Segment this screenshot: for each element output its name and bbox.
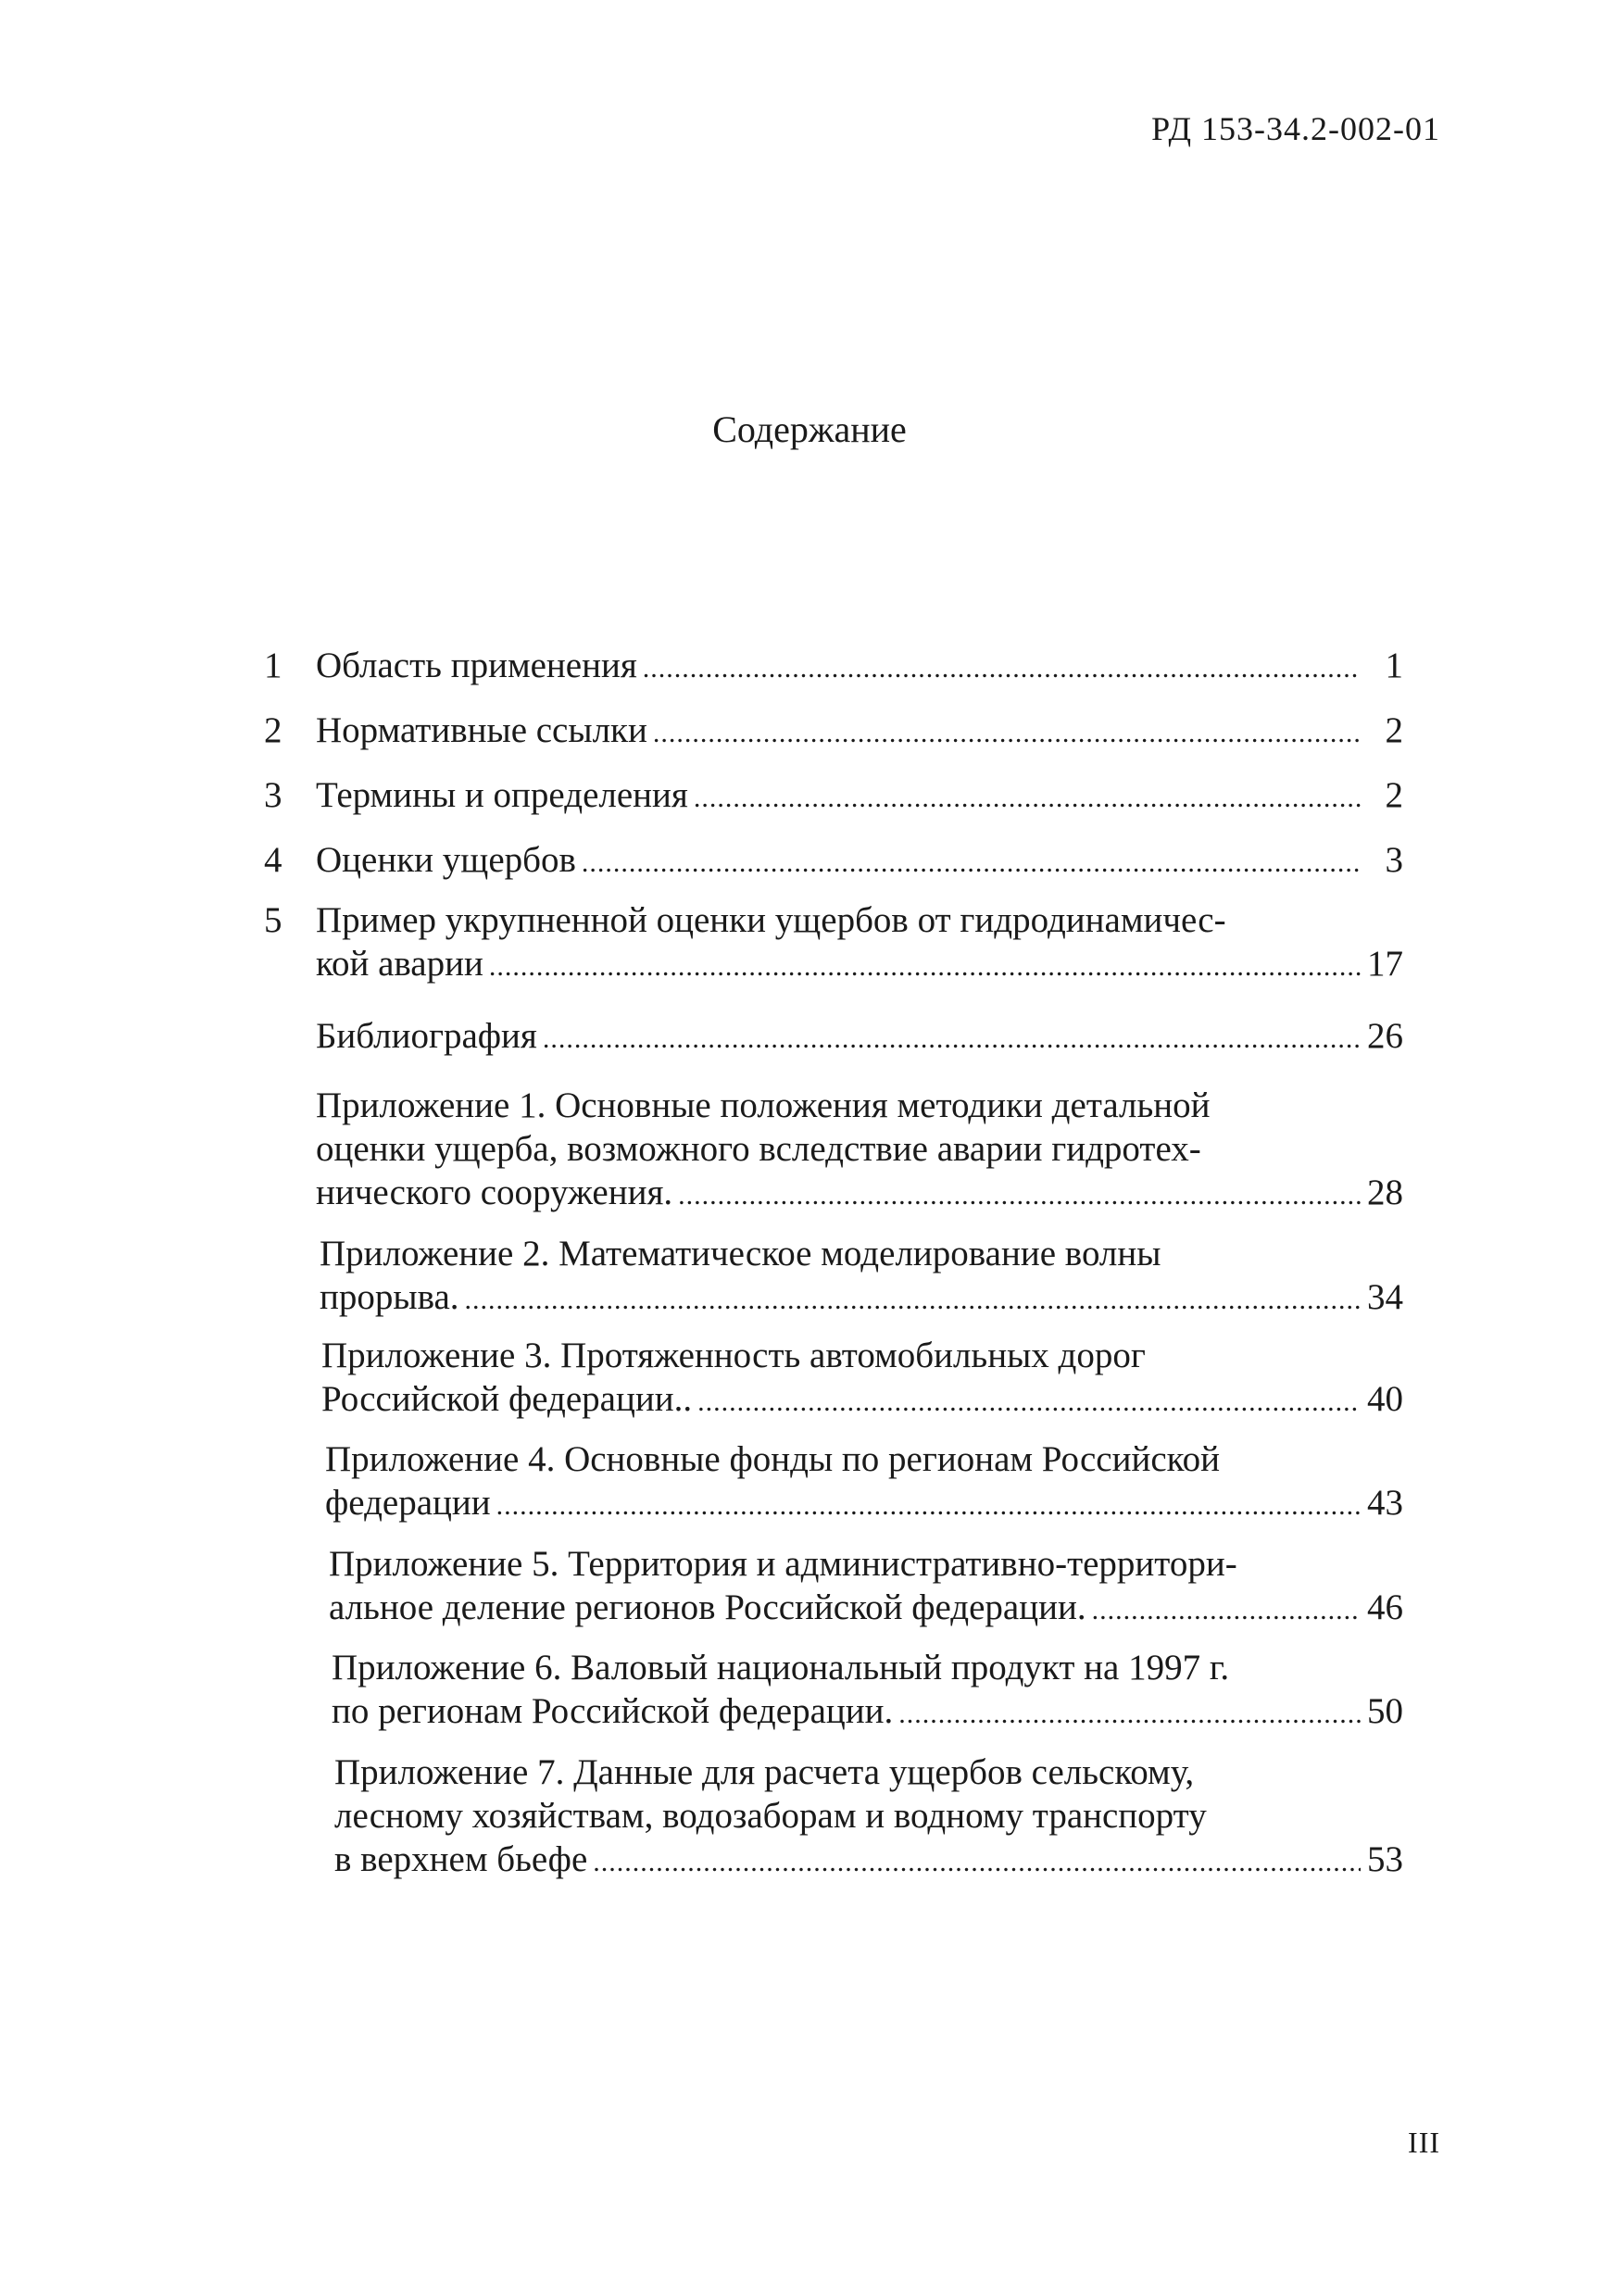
toc-entry-title: Пример укрупненной оценки ущербов от гидродинамичес- (316, 900, 1226, 940)
page-number: III (1408, 2126, 1440, 2159)
toc-entry-number: 5 (264, 900, 282, 940)
toc-entry-page: 53 (1367, 1839, 1403, 1879)
toc-entry-title: Нормативные ссылки (316, 710, 647, 750)
toc-entry-title-cont: альное деление регионов Российской федерации. (329, 1587, 1086, 1627)
leader-dots (489, 945, 1361, 988)
toc-entry-number: 4 (264, 840, 282, 880)
toc-entry-title-cont: в верхнем бьефе (334, 1839, 588, 1879)
toc-entry-page: 17 (1367, 944, 1403, 984)
toc-entry-title-cont: федерации (325, 1483, 491, 1523)
toc-entry-title: Приложение 2. Математическое моделирование волны (320, 1234, 1161, 1273)
leader-dots (465, 1278, 1361, 1322)
toc-entry-title: Оценки ущербов (316, 840, 576, 880)
toc-entry-title-cont: по регионам Российской федерации. (332, 1691, 894, 1731)
toc-entry-title: Приложение 5. Территория и административно-территори- (329, 1544, 1237, 1584)
toc-entry-title: Приложение 7. Данные для расчета ущербов сельскому, (334, 1752, 1195, 1792)
toc-entry-title: Приложение 1. Основные положения методики детальной (316, 1085, 1211, 1125)
toc-entry-title: Приложение 6. Валовый национальный продукт на 1997 г. (332, 1648, 1230, 1687)
toc-entry-title-cont: оценки ущерба, возможного вследствие аварии гидротех- (316, 1129, 1201, 1169)
leader-dots (697, 1380, 1361, 1424)
leader-dots (1092, 1588, 1361, 1632)
toc-entry-page: 43 (1367, 1483, 1403, 1523)
toc-entry-page: 34 (1367, 1277, 1403, 1317)
leader-dots (898, 1692, 1361, 1736)
toc-entry-title: Библиография (316, 1016, 537, 1056)
document-code: РД 153-34.2-002-01 (1151, 110, 1440, 147)
toc-entry-page: 1 (1385, 646, 1403, 685)
toc-entry-page: 26 (1367, 1016, 1403, 1056)
leader-dots (643, 646, 1361, 690)
toc-entry-page: 2 (1385, 710, 1403, 750)
toc-entry-page: 50 (1367, 1691, 1403, 1731)
leader-dots (496, 1484, 1361, 1527)
leader-dots (543, 1017, 1361, 1060)
toc-entry-title-cont: прорыва. (320, 1277, 459, 1317)
toc-entry-page: 46 (1367, 1587, 1403, 1627)
toc-entry-title-cont: лесному хозяйствам, водозаборам и водному транспорту (334, 1796, 1207, 1836)
toc-entry-title-cont: нического сооружения. (316, 1173, 673, 1212)
leader-dots (653, 711, 1361, 755)
leader-dots (678, 1173, 1361, 1217)
toc-entry-page: 2 (1385, 775, 1403, 815)
toc-entry-page: 3 (1385, 840, 1403, 880)
toc-entry-title-cont: кой аварии (316, 944, 483, 984)
toc-entry-number: 2 (264, 710, 282, 750)
toc-entry-title: Приложение 3. Протяженность автомобильных дорог (321, 1336, 1146, 1375)
leader-dots (694, 776, 1361, 820)
toc-entry-page: 40 (1367, 1379, 1403, 1419)
toc-entry-title: Область применения (316, 646, 637, 685)
toc-entry-number: 3 (264, 775, 282, 815)
leader-dots (582, 841, 1361, 885)
toc-entry-number: 1 (264, 646, 282, 685)
toc-entry-page: 28 (1367, 1173, 1403, 1212)
toc-title: Содержание (712, 408, 907, 450)
toc-entry-title: Термины и определения (316, 775, 688, 815)
leader-dots (593, 1840, 1361, 1884)
toc-entry-title: Приложение 4. Основные фонды по регионам Российской (325, 1439, 1221, 1479)
toc-entry-title-cont: Российской федерации.. (321, 1379, 693, 1419)
